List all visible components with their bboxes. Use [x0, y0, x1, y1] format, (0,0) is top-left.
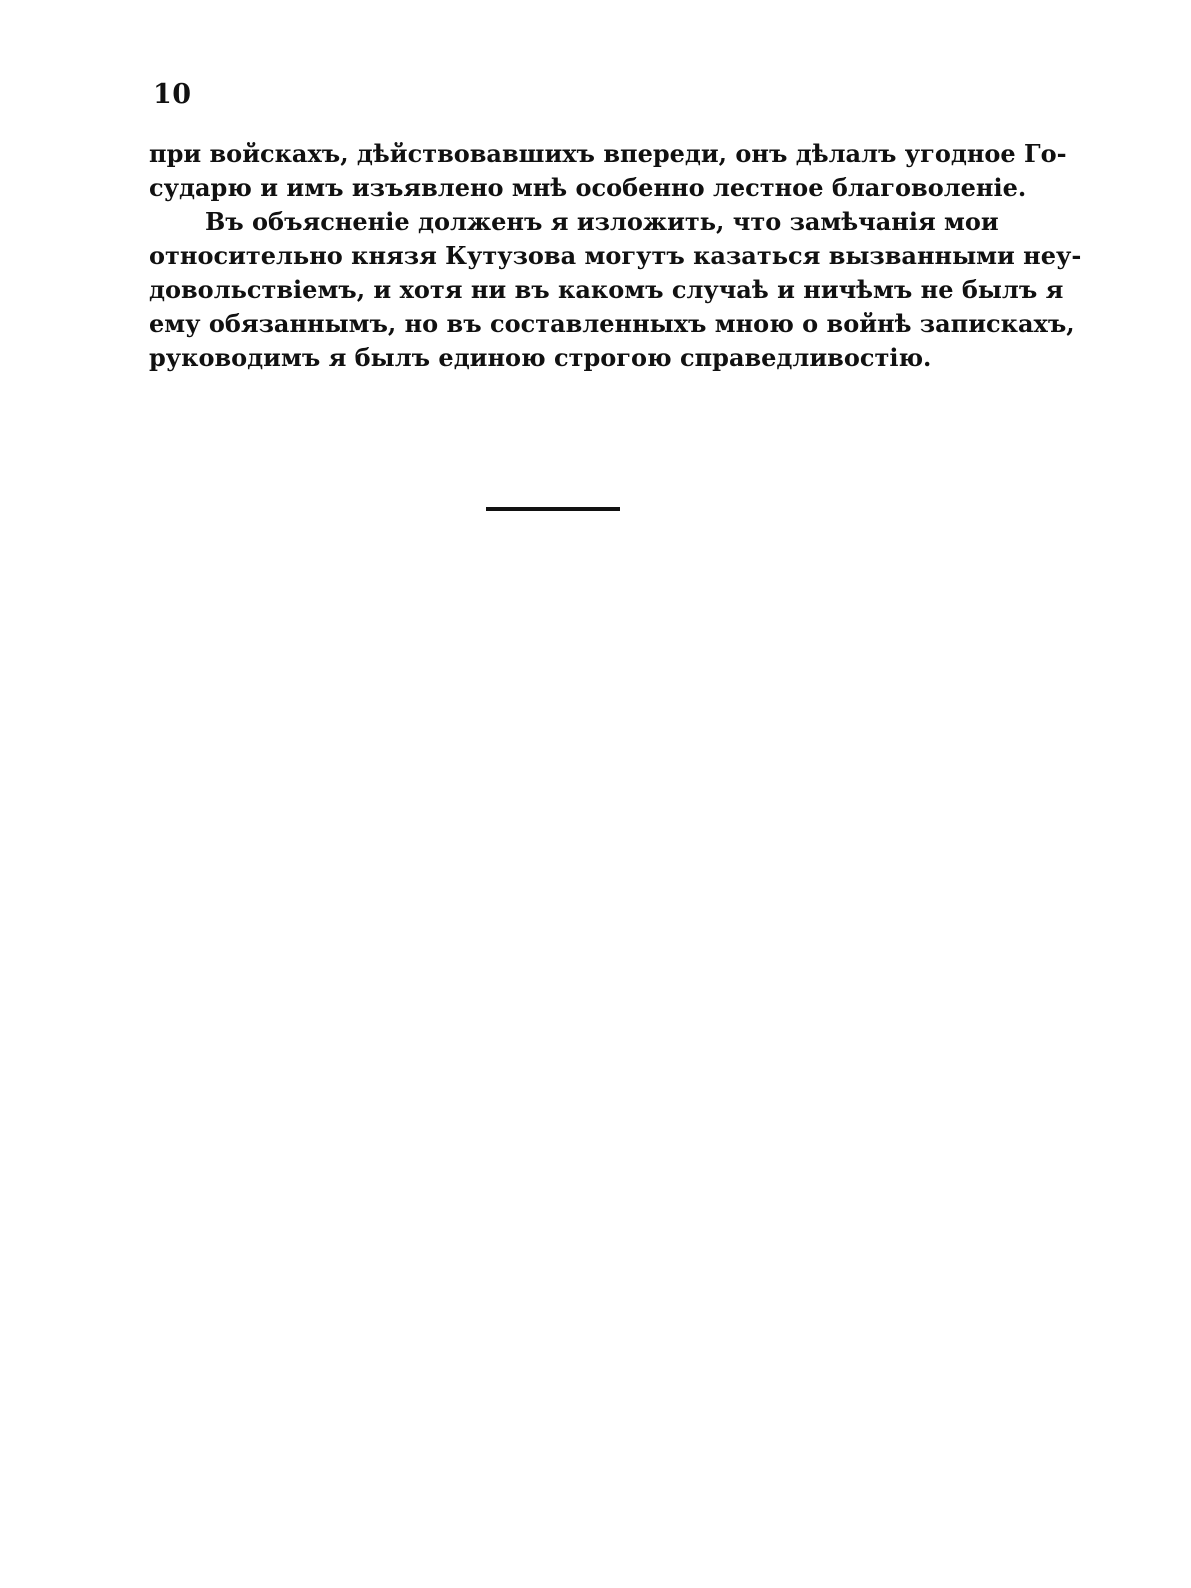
text-line: ему обязаннымъ, но въ составленныхъ мною о войнѣ запискахъ,: [149, 309, 1075, 338]
text-line: руководимъ я былъ единою строгою справедливостію.: [149, 343, 932, 372]
text-line: сударю и имъ изъявлено мнѣ особенно лестное благоволеніе.: [149, 173, 1027, 202]
page-number: 10: [153, 79, 192, 110]
text-line: довольствіемъ, и хотя ни въ какомъ случаѣ и ничѣмъ не былъ я: [149, 275, 1064, 304]
paragraph-start-line: Въ объясненіе долженъ я изложить, что замѣчанія мои: [205, 207, 999, 236]
body-text: [149, 137, 1082, 375]
text-line: относительно князя Кутузова могутъ казаться вызванными неу-: [149, 241, 1082, 270]
section-end-rule: [486, 507, 620, 511]
text-line: при войскахъ, дѣйствовавшихъ впереди, онъ дѣлалъ угодное Го-: [149, 139, 1067, 168]
